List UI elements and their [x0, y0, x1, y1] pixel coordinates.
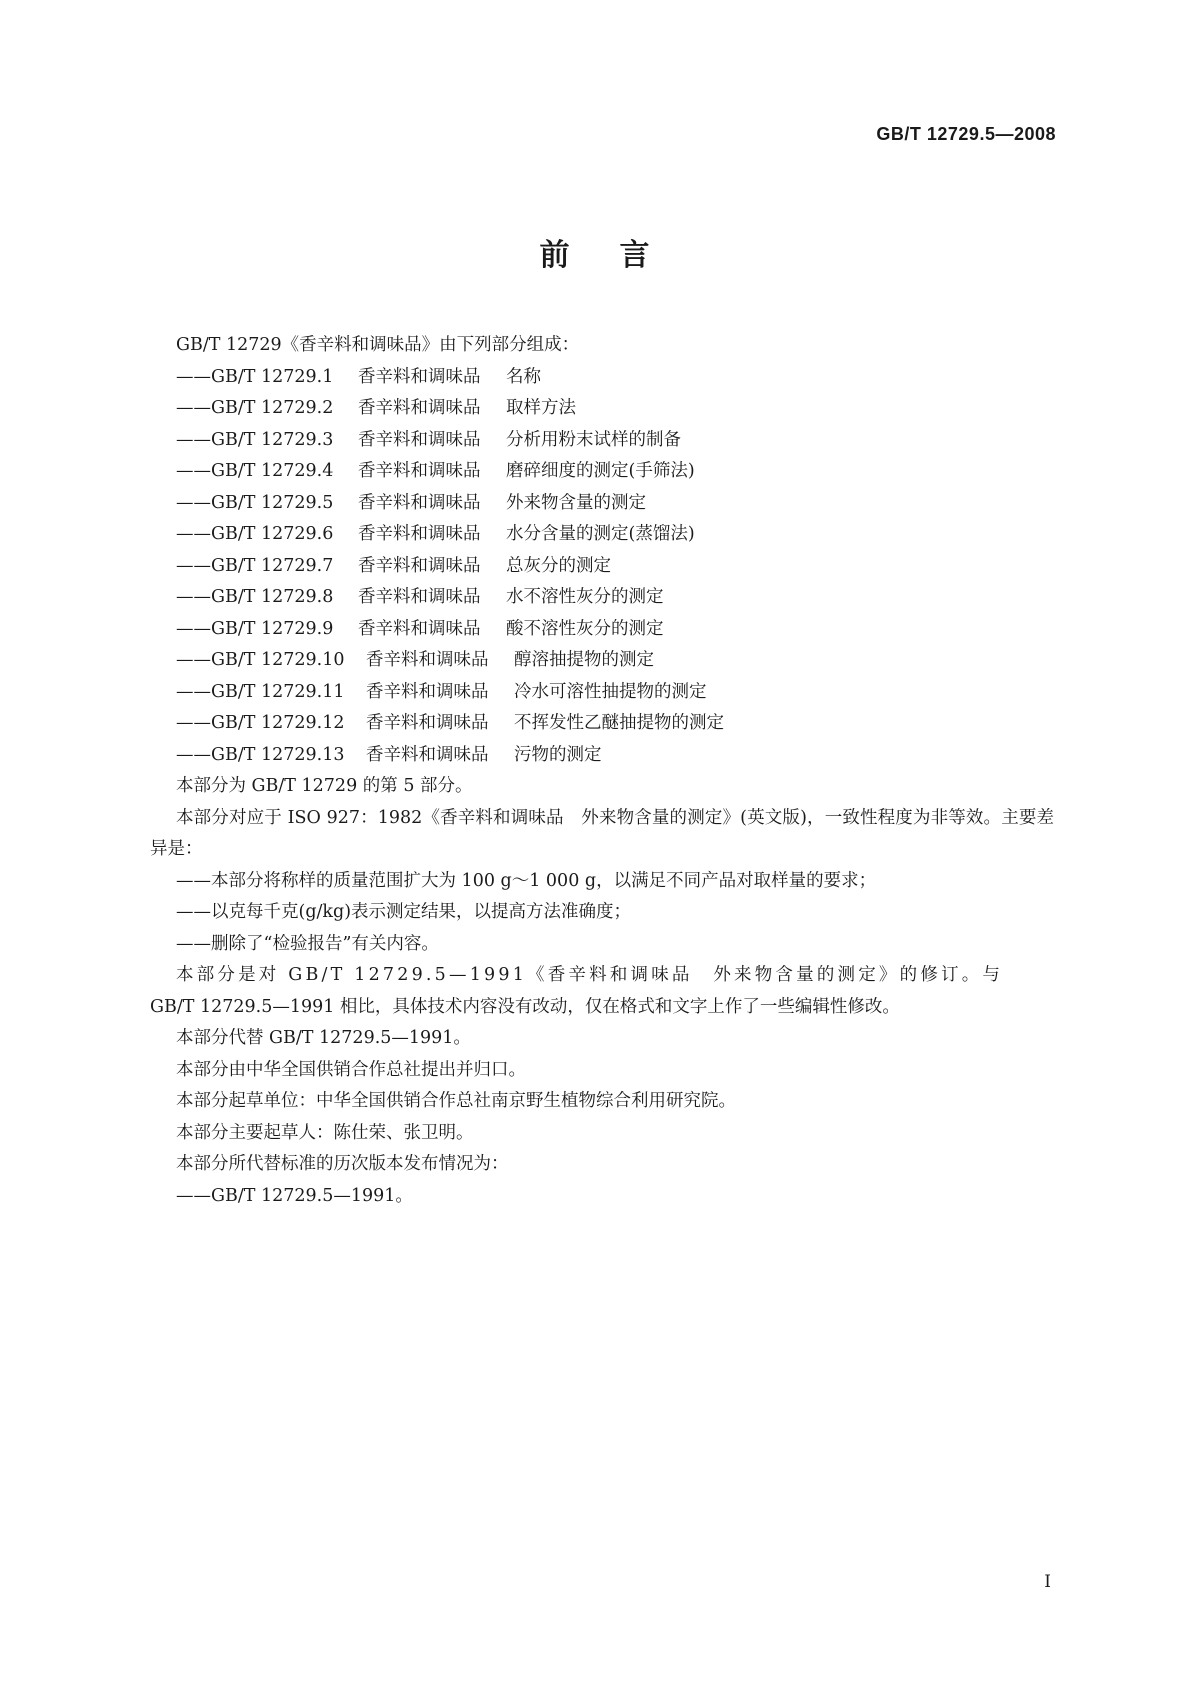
part-series: 香辛料和调味品 — [366, 713, 489, 733]
page-number: I — [1044, 1572, 1051, 1592]
part-series: 香辛料和调味品 — [358, 492, 481, 513]
part-name: 取样方法 — [506, 398, 576, 418]
part-name: 外来物含量的测定 — [506, 492, 646, 513]
part-code: ——GB/T 12729.10 — [176, 650, 345, 670]
part-name: 分析用粉末试样的制备 — [506, 429, 681, 450]
parts-list — [150, 362, 1054, 772]
list-item — [150, 519, 1054, 551]
list-item — [150, 740, 1054, 772]
part-series: 香辛料和调味品 — [358, 398, 481, 418]
list-item — [150, 425, 1054, 457]
drafters-statement: 本部分主要起草人：陈仕荣、张卫明。 — [176, 1122, 474, 1143]
part-code: ——GB/T 12729.7 — [176, 555, 334, 576]
part-name: 污物的测定 — [514, 744, 602, 765]
part-name: 冷水可溶性抽提物的测定 — [514, 681, 707, 702]
part-code: ——GB/T 12729.9 — [176, 618, 334, 639]
part-code: ——GB/T 12729.8 — [176, 587, 334, 607]
list-item — [150, 582, 1054, 614]
part-name: 水分含量的测定(蒸馏法) — [506, 524, 695, 544]
list-item — [150, 362, 1054, 394]
title-char-left: 前 — [539, 238, 572, 273]
part-series: 香辛料和调味品 — [358, 429, 481, 450]
part-code: ——GB/T 12729.1 — [176, 366, 334, 387]
list-item: ——以克每千克(g/kg)表示测定结果，以提高方法准确度； — [176, 902, 632, 922]
part-code: ——GB/T 12729.5 — [176, 492, 334, 513]
proposed-by-statement: 本部分由中华全国供销合作总社提出并归口。 — [176, 1059, 526, 1080]
revision-line-2: GB/T 12729.5—1991 相比，具体技术内容没有改动，仅在格式和文字上作了一些编辑性修改。 — [150, 996, 900, 1017]
part-code: ——GB/T 12729.12 — [176, 713, 345, 733]
part-series: 香辛料和调味品 — [358, 524, 481, 544]
part-name: 名称 — [506, 366, 541, 387]
part-series: 香辛料和调味品 — [358, 587, 481, 607]
part-code: ——GB/T 12729.11 — [176, 681, 345, 702]
list-item — [150, 614, 1054, 646]
list-item — [150, 645, 1054, 677]
part-name: 磨碎细度的测定(手筛法) — [506, 461, 695, 481]
part-series: 香辛料和调味品 — [366, 681, 489, 702]
list-item — [150, 677, 1054, 709]
foreword-title — [0, 230, 1191, 274]
differences-list — [150, 866, 1054, 961]
part-series: 香辛料和调味品 — [358, 366, 481, 387]
revision-line-1: 本部分是对 GB/T 12729.5—1991《香辛料和调味品 外来物含量的测定》的修订。与 — [176, 965, 1004, 985]
list-item — [150, 393, 1054, 425]
part-code: ——GB/T 12729.13 — [176, 744, 345, 765]
history-intro: 本部分所代替标准的历次版本发布情况为： — [176, 1154, 509, 1174]
part-code: ——GB/T 12729.2 — [176, 398, 334, 418]
list-item — [150, 551, 1054, 583]
part-series: 香辛料和调味品 — [358, 618, 481, 639]
replaces-statement: 本部分代替 GB/T 12729.5—1991。 — [176, 1028, 471, 1048]
title-char-right: 言 — [619, 238, 652, 273]
list-item: ——删除了“检验报告”有关内容。 — [176, 933, 439, 954]
part-name: 总灰分的测定 — [506, 555, 611, 576]
list-item — [150, 456, 1054, 488]
list-item — [150, 708, 1054, 740]
list-item — [150, 488, 1054, 520]
part-code: ——GB/T 12729.4 — [176, 461, 334, 481]
part-code: ——GB/T 12729.6 — [176, 524, 334, 544]
part-series: 香辛料和调味品 — [358, 555, 481, 576]
part-name: 水不溶性灰分的测定 — [506, 587, 664, 607]
part-name: 醇溶抽提物的测定 — [514, 650, 654, 670]
intro-paragraph: GB/T 12729《香辛料和调味品》由下列部分组成： — [176, 335, 580, 355]
drafting-unit-statement: 本部分起草单位：中华全国供销合作总社南京野生植物综合利用研究院。 — [176, 1091, 736, 1111]
part-name: 酸不溶性灰分的测定 — [506, 618, 664, 639]
part-series: 香辛料和调味品 — [366, 650, 489, 670]
part-name: 不挥发性乙醚抽提物的测定 — [514, 713, 724, 733]
standard-code: GB/T 12729.5—2008 — [876, 124, 1056, 144]
part-series: 香辛料和调味品 — [358, 461, 481, 481]
part-series: 香辛料和调味品 — [366, 744, 489, 765]
list-item: ——GB/T 12729.5—1991。 — [176, 1185, 413, 1206]
foreword-body — [150, 330, 1054, 1212]
part-code: ——GB/T 12729.3 — [176, 429, 334, 450]
list-item: ——本部分将称样的质量范围扩大为 100 g～1 000 g，以满足不同产品对取样量的要求； — [176, 870, 877, 891]
correspondence-paragraph: 本部分对应于 ISO 927：1982《香辛料和调味品 外来物含量的测定》(英文版)，一致性程度为非等效。主要差异是： — [150, 807, 1054, 859]
part-statement: 本部分为 GB/T 12729 的第 5 部分。 — [176, 776, 473, 796]
